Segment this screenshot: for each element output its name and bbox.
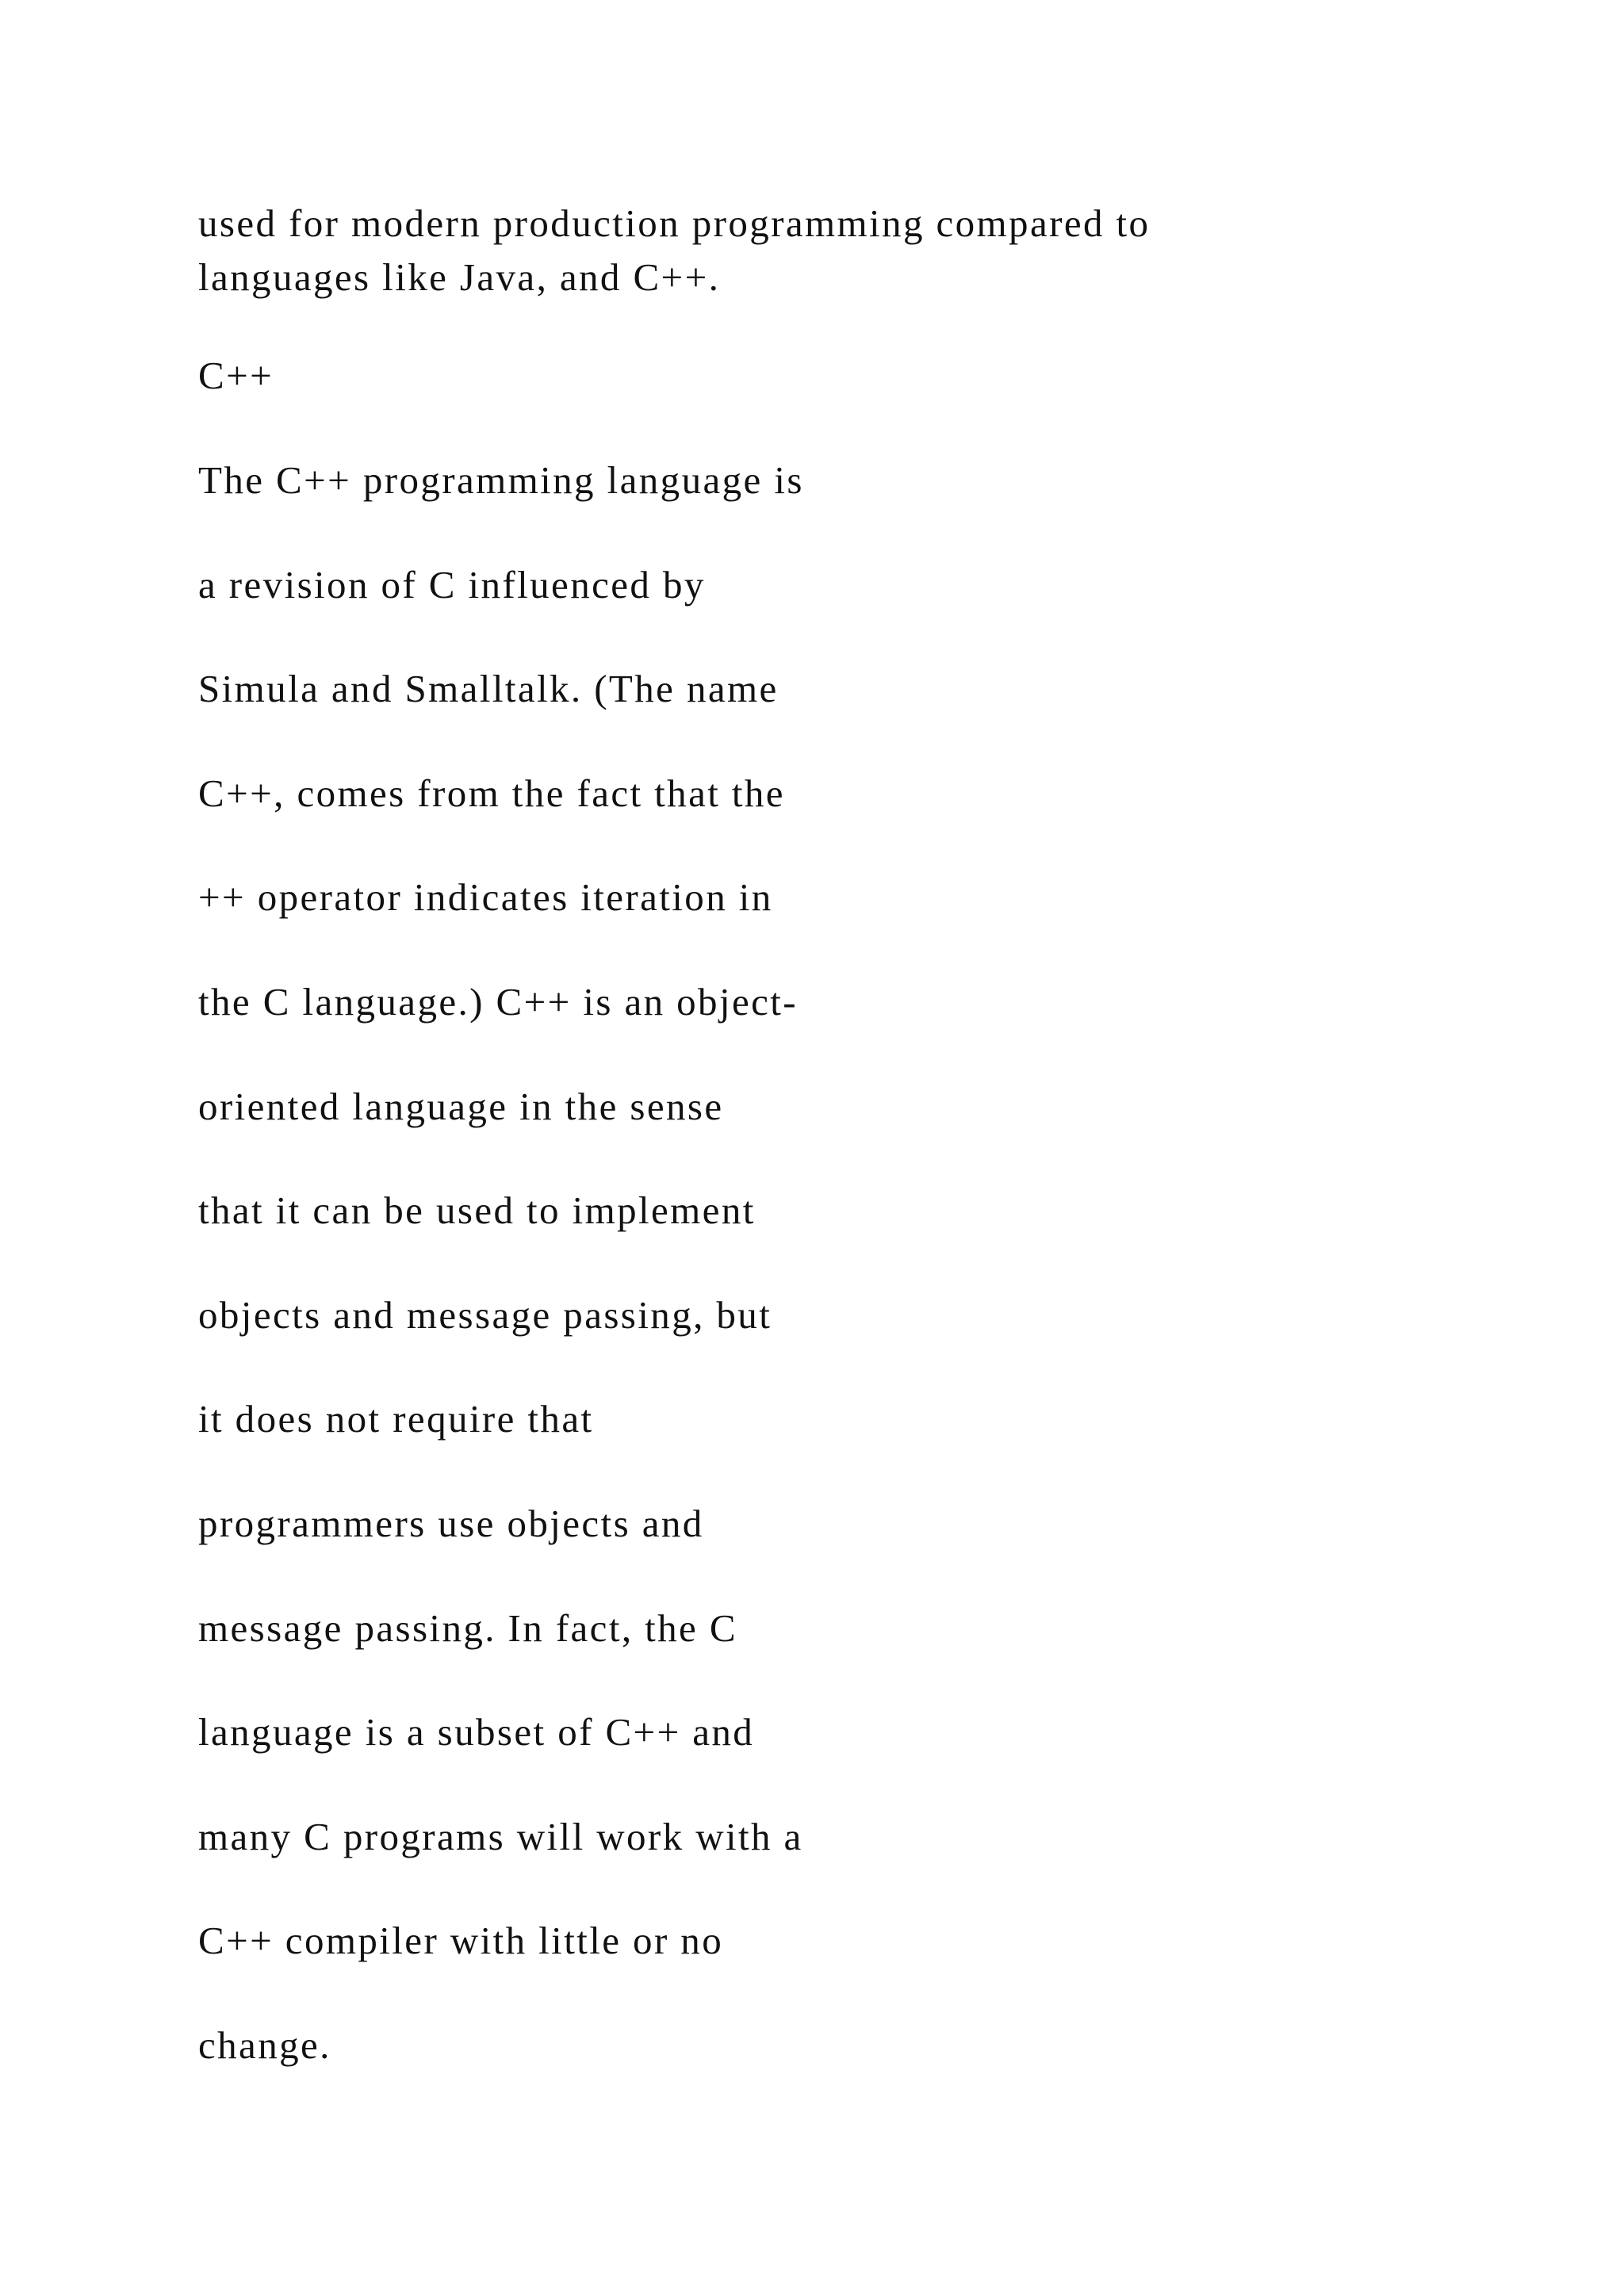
body-line: programmers use objects and <box>198 1501 704 1545</box>
body-line: a revision of C influenced by <box>198 562 706 607</box>
intro-line-2: languages like Java, and C++. <box>198 255 721 299</box>
body-line: objects and message passing, but <box>198 1292 772 1337</box>
body-line: message passing. In fact, the C <box>198 1605 737 1650</box>
section-heading: C++ <box>198 354 274 397</box>
intro-line-1: used for modern production programming compared to <box>198 201 1151 245</box>
body-line: Simula and Smalltalk. (The name <box>198 667 779 711</box>
body-line: it does not require that <box>198 1397 594 1441</box>
body-paragraph <box>198 453 804 2123</box>
body-line: oriented language in the sense <box>198 1084 724 1128</box>
body-line: language is a subset of C++ and <box>198 1710 755 1755</box>
intro-paragraph <box>198 197 1150 304</box>
body-line: C++, comes from the fact that the <box>198 771 785 815</box>
body-line: The C++ programming language is <box>198 458 804 502</box>
body-line: C++ compiler with little or no <box>198 1919 724 1963</box>
body-line: ++ operator indicates iteration in <box>198 875 773 920</box>
body-line: that it can be used to implement <box>198 1188 756 1233</box>
body-line: many C programs will work with a <box>198 1814 803 1858</box>
body-line: change. <box>198 2022 331 2067</box>
body-line: the C language.) C++ is an object- <box>198 979 798 1024</box>
